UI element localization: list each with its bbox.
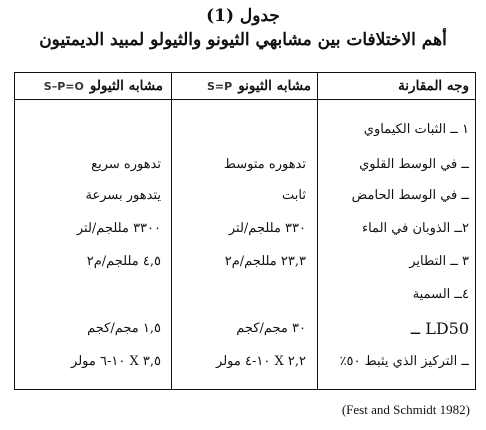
cell-thiono: ٣٣٠ مللجم/لتر [228,221,306,236]
row-label: ٣ ــ التطاير [409,254,469,269]
cell-thiono: ثابت [282,188,306,203]
cell-thiono: ٢٣,٣ مللجم/م٢ [224,254,306,269]
cell-thiolo: ١,٥ مجم/كجم [87,321,161,336]
header-thiono: مشابه الثيونوS=P [206,78,311,94]
thiono-structure: S=P [206,80,233,93]
row-label: ــ التركيز الذي يثبط ٥٠٪ [339,354,469,369]
comparison-table [14,72,476,390]
row-label: ٢ــ الذوبان في الماء [361,221,469,236]
header-comparison: وجه المقارنة [398,78,469,94]
row-label: ــ في الوسط الحامض [351,188,469,203]
cell-thiolo: ٣,٥ X ١٠-٦ مولر [71,354,161,369]
cell-thiono: تدهوره متوسط [223,157,306,172]
header-thiolo: مشابه الثيولوS–P=O [43,78,163,94]
row-label: ١ ــ الثبات الكيماوي [363,122,469,137]
table-caption-title: أهم الاختلافات بين مشابهي الثيونو والثيولو لمبيد الديمتيون [39,30,447,50]
cell-thiolo: يتدهور بسرعة [85,188,161,203]
cell-thiolo: تدهوره سريع [91,157,161,172]
row-label: ــ في الوسط القلوي [359,157,469,172]
source-citation: (Fest and Schmidt 1982) [341,402,470,417]
cell-thiolo: ٤,٥ مللجم/م٢ [86,254,161,269]
header-divider [15,99,475,100]
cell-thiono: ٣٠ مجم/كجم [236,321,306,336]
thiolo-structure: S–P=O [43,80,84,93]
table-caption-number: جدول (1) [206,6,280,26]
column-divider [317,73,318,389]
row-label: LD50 ــ [410,319,469,338]
cell-thiono: ٢,٢ X ١٠-٤ مولر [216,354,306,369]
row-label: ٤ــ السمية [412,287,469,302]
cell-thiolo: ٣٣٠٠ مللجم/لتر [76,221,161,236]
